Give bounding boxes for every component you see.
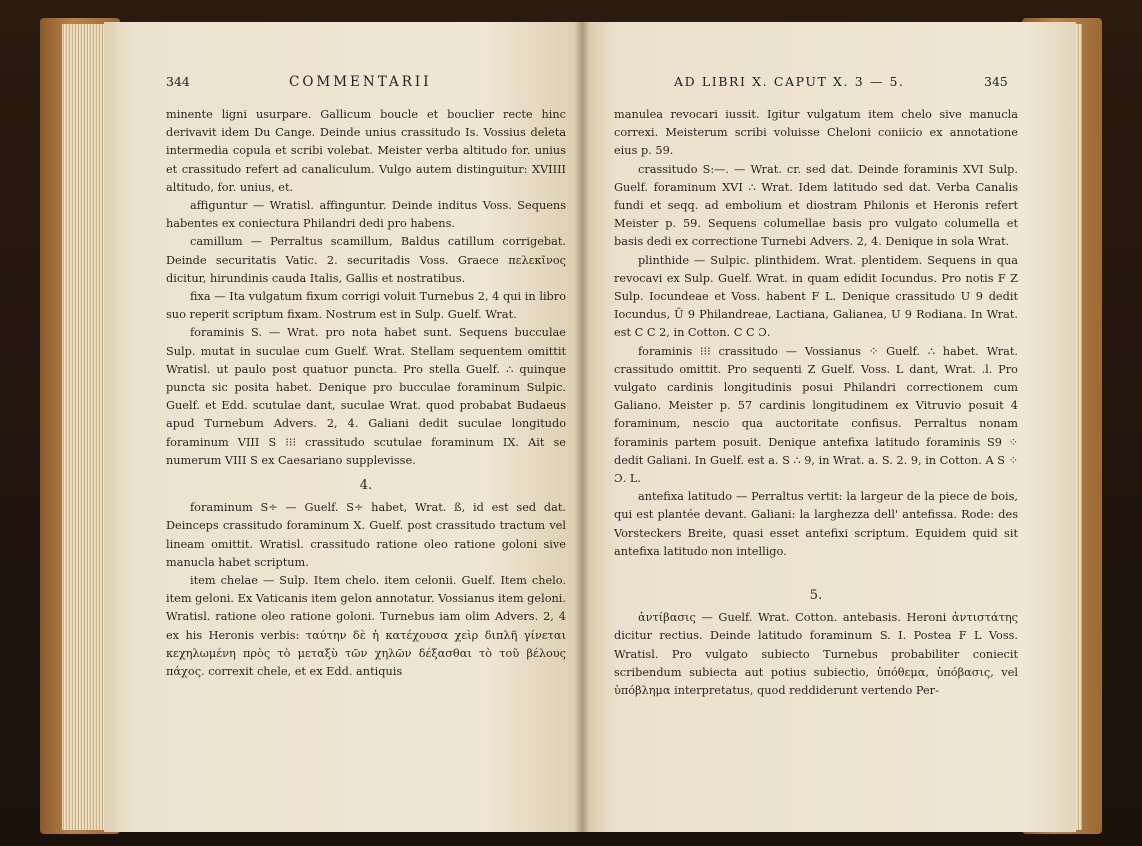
left-header [104,74,582,94]
right-running-title: AD LIBRI X. CAPUT X. 3 — 5. [674,74,905,89]
right-paragraph: plinthide — Sulpic. plinthidem. Wrat. plentidem. Sequens in qua revocavi ex Sulp. Guelf. Wrat. in quam edidit Iocundus. Pro notis F Z Sulp. Iocundeae et Voss. habent F L. Denique crassitudo U 9 dedit Iocundus, Ū 9 Philandreae, Lactiana, Galianea, U 9 Rodiana. In Wrat. est C C 2, in Cotton. C C Ɔ. [614,253,1018,340]
right-paragraph: foraminis ⁝⁝⁝ crassitudo — Vossianus ⁘ Guelf. ∴ habet. Wrat. crassitudo omittit. Pro sequenti Z Guelf. Voss. L dant, Wrat. .l. Pro vulgato cardinis longitudinis posui Philandri correctionem cum Galiano. Meister p. 57 cardinis longitudinem ex Vitruvio posuit 4 foraminum, nescio qua auctoritate confisus. Perraltus nonam foraminis partem posuit. Denique antefixa latitudo foraminis S9 ⁘ dedit Galiani. In Guelf. est a. S ∴ 9, in Wrat. a. S. 2. 9, in Cotton. A S ⁘ Ɔ. L. [614,344,1019,486]
left-paragraph: minente ligni usurpare. Gallicum boucle et bouclier recte hinc derivavit idem Du Cange. Deinde unius crassitudo Is. Vossius deleta intermedia copula et scribi volebat. Meister verba altitudo for. unius et crassitudo refert ad canaliculum. Vulgo autem distinguitur: XVIIII altitudo, for. unius, et. [166,108,566,194]
left-paragraph: foraminis S. — Wrat. pro nota habet sunt. Sequens bucculae Sulp. mutat in suculae cum Guelf. Wrat. Stellam sequentem omittit Wratisl. ut paulo post quatuor puncta. Pro stella Guelf. ∴ quinque puncta sic posita habet. Denique pro bucculae foraminum Sulpic. Guelf. et Edd. scutulae dant, suculae Wrat. quod probabat Budaeus apud Turnebum Advers. 2, 4. Galiani dedit suculae longitudo foraminum VIII S ⁝⁝⁝ crassitudo scutulae foraminum IX. Ait se numerum VIII S ex Caesariano supplevisse. [166,326,566,467]
right-section-number: 5. [809,588,823,604]
right-header [582,74,1076,94]
right-paragraph: ἀντίβασις — Guelf. Wrat. Cotton. antebasis. Heroni ἀντιστάτης dicitur rectius. Deinde latitudo foraminum S. I. Postea F L Voss. Wratisl. Pro vulgato subiecto Turnebus probabiliter coniecit scribendum subiecta aut potius subiectio, ὑπόθεμα, ὑπόβασις, vel ὑπόβλημα interpretatus, quod reddiderunt vertendo Per- [614,611,1018,698]
left-paragraph: affiguntur — Wratisl. affinguntur. Deinde inditus Voss. Sequens habentes ex coniectura Philandri dedi pro habens. [166,199,566,231]
right-paragraph: crassitudo S:—. — Wrat. cr. sed dat. Deinde foraminis XVI Sulp. Guelf. foraminum XVI ∴ Wrat. Idem latitudo sed dat. Verba Canalis fundi et seqq. ad embolium et diostram Philonis et Heronis refert Meister p. 59. Sequens columellae basis pro vulgato columella et basis dedi ex correctione Turnebi Advers. 2, 4. Denique in sola Wrat. [614,162,1018,249]
left-running-title: COMMENTARII [289,74,432,90]
left-page-number: 344 [166,74,190,89]
left-page [104,22,582,832]
left-paragraph: item chelae — Sulp. Item chelo. item celonii. Guelf. Item chelo. item geloni. Ex Vaticanis item gelon annotatur. Vossianus item geloni. Wratisl. ratione oleo ratione goloni. Turnebus iam olim Advers. 2, 4 ex his Heronis verbis: ταύτην δὲ ἡ κατέχουσα χεὶρ διπλῆ γίνεται κεχηλωμένη πρὸς τὸ μεταξὺ τῶν χηλῶν δέξασθαι τὸ τοῦ βέλους πάχος. correxit chele, et ex Edd. antiquis [166,574,566,679]
right-page-number: 345 [984,74,1008,89]
book-gutter [574,22,590,832]
right-paragraph: antefixa latitudo — Perraltus vertit: la largeur de la piece de bois, qui est plantée devant. Galiani: la larghezza dell' antefissa. Rode: des Vorsteckers Breite, quasi esset antefixi scriptum. Equidem quid sit antefixa latitudo non intelligo. [614,490,1018,558]
left-body [166,106,566,681]
right-body [614,106,1018,700]
left-paragraph: camillum — Perraltus scamillum, Baldus catillum corrigebat. Deinde securitatis Vatic. 2. securitadis Voss. Graece πελεκῖνος dicitur, hirundinis cauda Italis, Gallis et nostratibus. [166,235,566,285]
right-paragraph: manulea revocari iussit. Igitur vulgatum item chelo sive manucla correxi. Meisterum scribi voluisse Cheloni coniicio ex annotatione eius p. 59. [614,108,1018,158]
left-section-number: 4. [359,478,373,494]
left-paragraph: foraminum S÷ — Guelf. S÷ habet, Wrat. ß, id est sed dat. Deinceps crassitudo foraminum X. Guelf. post crassitudo tractum vel lineam omittit. Wratisl. crassitudo ratione oleo ratione goloni sive manucla habet scriptum. [166,501,566,569]
left-paragraph: fixa — Ita vulgatum fixum corrigi voluit Turnebus 2, 4 qui in libro suo reperit scriptum fixam. Nostrum est in Sulp. Guelf. Wrat. [166,290,566,322]
right-page [582,22,1076,832]
